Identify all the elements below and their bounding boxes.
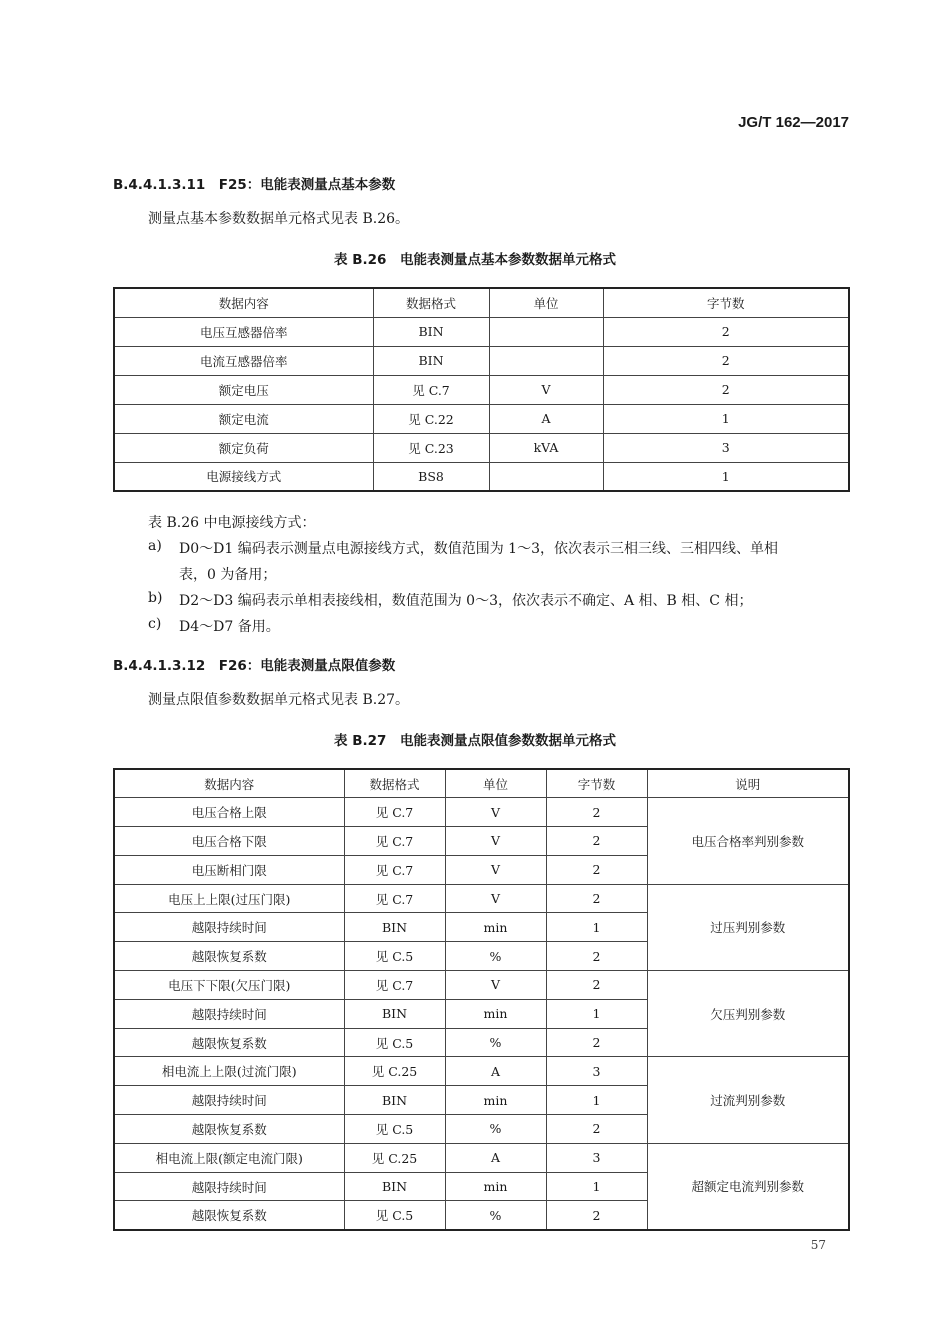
table-cell: 2: [546, 1115, 647, 1144]
table-cell: 越限持续时间: [114, 1086, 344, 1115]
table-cell: V: [445, 971, 546, 1000]
standard-number: JG/T 162—2017: [738, 114, 849, 131]
table-row: [114, 884, 849, 913]
table-cell: 字节数: [546, 769, 647, 798]
table-cell: 相电流上限(额定电流门限): [114, 1143, 344, 1172]
table-cell: 1: [603, 462, 849, 491]
table-cell: 见 C.5: [344, 942, 445, 971]
table-cell: kVA: [489, 433, 603, 462]
table-note-cell: 超额定电流判别参数: [647, 1143, 849, 1229]
table-cell: 2: [546, 1201, 647, 1230]
table-cell: 额定电流: [114, 404, 373, 433]
table-cell: 电压上上限(过压门限): [114, 884, 344, 913]
table-row: [114, 462, 849, 491]
table-cell: 见 C.5: [344, 1201, 445, 1230]
table-cell: [489, 346, 603, 375]
table-caption-b27: 表 B.27 电能表测量点限值参数数据单元格式: [334, 733, 616, 749]
note-title: 表 B.26 中电源接线方式：: [148, 515, 316, 531]
table-cell: %: [445, 1201, 546, 1230]
table-cell: 2: [603, 346, 849, 375]
table-cell: V: [445, 827, 546, 856]
table-cell: 数据内容: [114, 288, 373, 317]
table-row: [114, 317, 849, 346]
table-cell: 见 C.7: [344, 884, 445, 913]
table-b27: [113, 768, 850, 1231]
table-cell: V: [445, 855, 546, 884]
table-cell: 2: [546, 1028, 647, 1057]
table-cell: 说明: [647, 769, 849, 798]
page-number: 57: [810, 1238, 826, 1252]
table-cell: min: [445, 1172, 546, 1201]
section-heading-f25: B.4.4.1.3.11 F25：电能表测量点基本参数: [113, 177, 396, 193]
table-cell: 2: [546, 971, 647, 1000]
table-cell: 见 C.7: [373, 375, 489, 404]
table-cell: 数据格式: [344, 769, 445, 798]
table-row: [114, 433, 849, 462]
table-cell: 2: [546, 827, 647, 856]
table-header-row: [114, 288, 849, 317]
table-cell: V: [489, 375, 603, 404]
table-cell: 2: [546, 942, 647, 971]
list-item-text-continued: 表，0 为备用；: [179, 567, 277, 583]
list-item-text: D2～D3 编码表示单相表接线相，数值范围为 0～3，依次表示不确定、A 相、B 相、C 相；: [179, 593, 753, 609]
table-note-cell: 欠压判别参数: [647, 971, 849, 1057]
table-cell: 1: [546, 999, 647, 1028]
table-row: [114, 1143, 849, 1172]
table-cell: 电压互感器倍率: [114, 317, 373, 346]
table-cell: V: [445, 884, 546, 913]
table-cell: [489, 317, 603, 346]
list-item-label: b): [148, 590, 163, 606]
table-cell: 3: [546, 1057, 647, 1086]
table-cell: min: [445, 1086, 546, 1115]
table-cell: 电源接线方式: [114, 462, 373, 491]
table-cell: 越限持续时间: [114, 999, 344, 1028]
table-cell: 2: [546, 798, 647, 827]
table-header-row: [114, 769, 849, 798]
table-cell: 见 C.25: [344, 1143, 445, 1172]
table-cell: 见 C.25: [344, 1057, 445, 1086]
table-cell: 见 C.23: [373, 433, 489, 462]
table-cell: min: [445, 913, 546, 942]
table-cell: V: [445, 798, 546, 827]
table-cell: 字节数: [603, 288, 849, 317]
list-item-text: D4～D7 备用。: [179, 619, 280, 635]
table-cell: BIN: [344, 1086, 445, 1115]
table-cell: 2: [546, 855, 647, 884]
table-note-cell: 电压合格率判别参数: [647, 798, 849, 884]
table-cell: 越限恢复系数: [114, 1028, 344, 1057]
table-cell: BIN: [373, 317, 489, 346]
table-cell: %: [445, 942, 546, 971]
table-cell: min: [445, 999, 546, 1028]
table-note-cell: 过压判别参数: [647, 884, 849, 970]
table-note-cell: 过流判别参数: [647, 1057, 849, 1143]
table-cell: BS8: [373, 462, 489, 491]
table-cell: 2: [546, 884, 647, 913]
table-cell: 见 C.7: [344, 827, 445, 856]
table-cell: 电流互感器倍率: [114, 346, 373, 375]
table-cell: 见 C.7: [344, 798, 445, 827]
table-row: [114, 798, 849, 827]
table-cell: 越限恢复系数: [114, 1201, 344, 1230]
table-caption-b26: 表 B.26 电能表测量点基本参数数据单元格式: [334, 252, 616, 268]
table-cell: 2: [603, 375, 849, 404]
table-cell: 越限持续时间: [114, 1172, 344, 1201]
table-cell: 电压下下限(欠压门限): [114, 971, 344, 1000]
table-cell: 越限恢复系数: [114, 942, 344, 971]
table-cell: 1: [603, 404, 849, 433]
table-row: [114, 1057, 849, 1086]
list-item-label: a): [148, 538, 162, 554]
table-cell: 见 C.5: [344, 1115, 445, 1144]
table-row: [114, 346, 849, 375]
table-cell: BIN: [344, 913, 445, 942]
table-cell: BIN: [344, 999, 445, 1028]
section-heading-f26: B.4.4.1.3.12 F26：电能表测量点限值参数: [113, 658, 396, 674]
table-row: [114, 375, 849, 404]
table-cell: 电压断相门限: [114, 855, 344, 884]
table-cell: 3: [603, 433, 849, 462]
table-cell: 电压合格上限: [114, 798, 344, 827]
table-cell: 单位: [445, 769, 546, 798]
table-row: [114, 404, 849, 433]
table-cell: BIN: [373, 346, 489, 375]
table-cell: A: [445, 1057, 546, 1086]
table-cell: 见 C.5: [344, 1028, 445, 1057]
list-item-label: c): [148, 616, 162, 632]
table-cell: 额定电压: [114, 375, 373, 404]
table-cell: %: [445, 1115, 546, 1144]
table-cell: %: [445, 1028, 546, 1057]
table-cell: A: [489, 404, 603, 433]
table-cell: 相电流上上限(过流门限): [114, 1057, 344, 1086]
table-cell: 1: [546, 1086, 647, 1115]
table-cell: 见 C.22: [373, 404, 489, 433]
table-cell: 1: [546, 913, 647, 942]
table-cell: 电压合格下限: [114, 827, 344, 856]
table-cell: 单位: [489, 288, 603, 317]
table-cell: 见 C.7: [344, 855, 445, 884]
list-item-text: D0～D1 编码表示测量点电源接线方式，数值范围为 1～3，依次表示三相三线、三相四线、单相: [179, 541, 778, 557]
table-cell: 越限持续时间: [114, 913, 344, 942]
table-cell: 数据内容: [114, 769, 344, 798]
table-b26: [113, 287, 850, 492]
table-cell: 1: [546, 1172, 647, 1201]
table-cell: 3: [546, 1143, 647, 1172]
table-cell: BIN: [344, 1172, 445, 1201]
table-cell: [489, 462, 603, 491]
table-cell: 数据格式: [373, 288, 489, 317]
section-intro-f25: 测量点基本参数数据单元格式见表 B.26。: [148, 211, 410, 227]
table-cell: 额定负荷: [114, 433, 373, 462]
section-intro-f26: 测量点限值参数数据单元格式见表 B.27。: [148, 692, 410, 708]
table-cell: 越限恢复系数: [114, 1115, 344, 1144]
table-cell: 2: [603, 317, 849, 346]
table-row: [114, 971, 849, 1000]
table-cell: 见 C.7: [344, 971, 445, 1000]
table-cell: A: [445, 1143, 546, 1172]
